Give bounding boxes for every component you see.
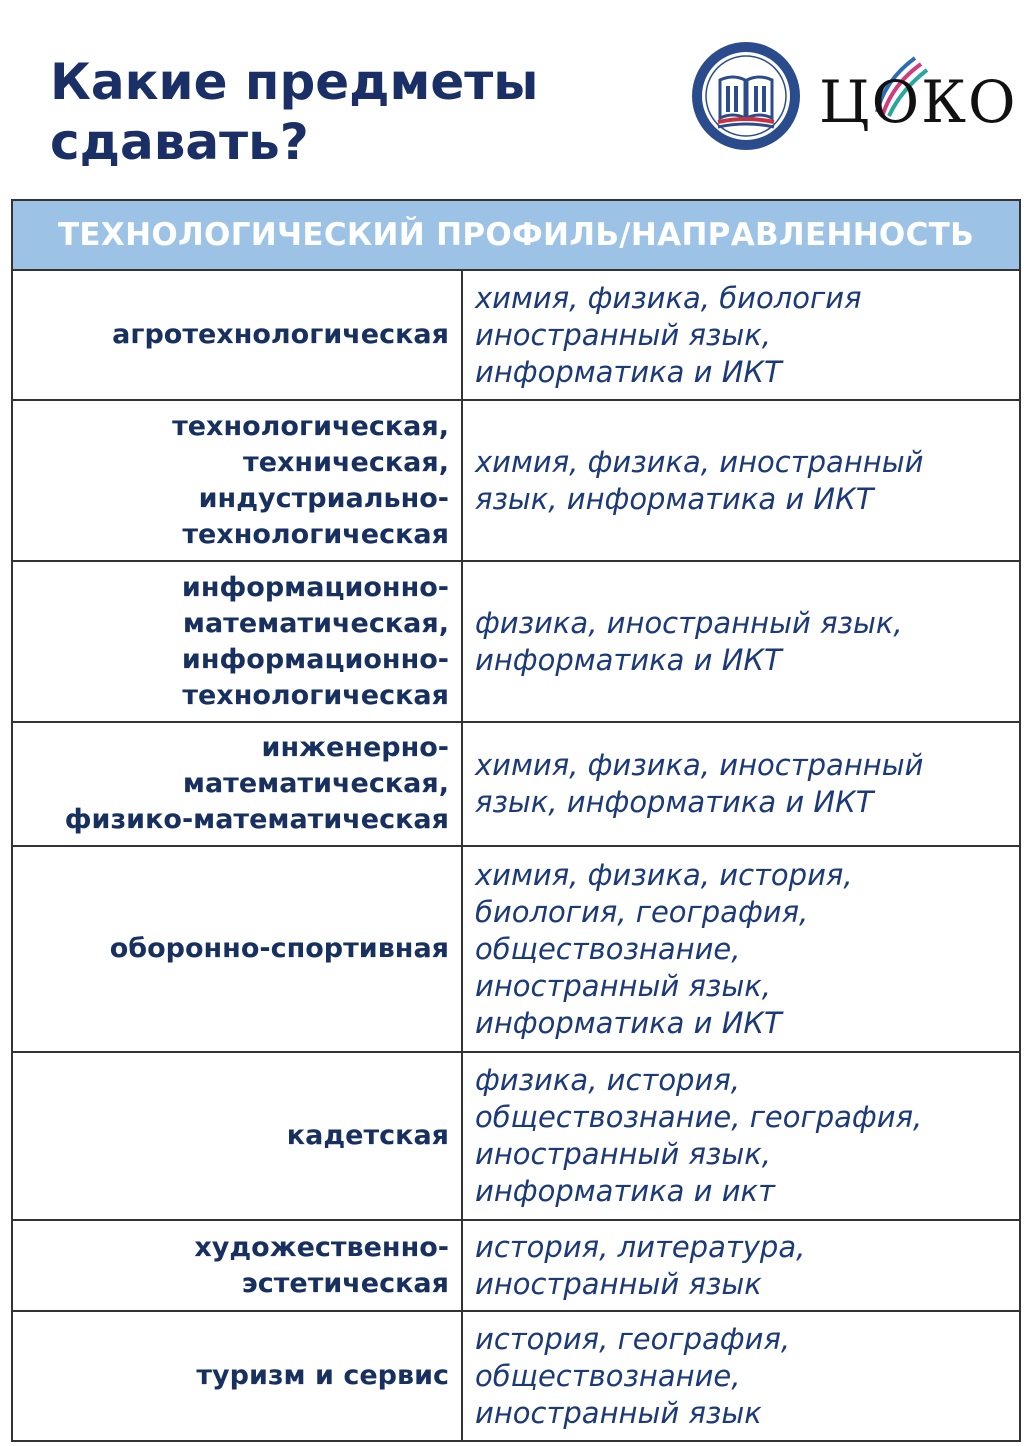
coko-logo-text: ЦОКО xyxy=(819,68,1018,136)
subjects-line: химия, физика, биология xyxy=(475,280,862,315)
profile-line: техническая, xyxy=(243,446,449,478)
profile-cell xyxy=(13,562,463,721)
table-header: ТЕХНОЛОГИЧЕСКИЙ ПРОФИЛЬ/НАПРАВЛЕННОСТЬ xyxy=(13,201,1019,271)
profile-line: кадетская xyxy=(286,1120,449,1151)
profile-cell xyxy=(13,401,463,560)
subjects-line: язык, информатика и ИКТ xyxy=(475,481,874,516)
subjects-line: информатика и икт xyxy=(475,1174,775,1208)
subjects-line: история, география, xyxy=(475,1321,791,1356)
profile-line: оборонно-спортивная xyxy=(109,933,449,964)
ministry-logo xyxy=(690,40,802,152)
profile-line: математическая, xyxy=(182,768,449,799)
subjects-line: обществознание, xyxy=(475,931,741,966)
profile-line: математическая, xyxy=(182,607,449,639)
subjects-line: информатика и ИКТ xyxy=(475,354,782,389)
subjects-line: химия, физика, иностранный xyxy=(475,748,924,782)
page-title-line: сдавать? xyxy=(50,113,309,171)
subjects-cell xyxy=(463,723,1019,845)
profile-line: физико-математическая xyxy=(64,804,449,835)
subjects-cell xyxy=(463,562,1019,721)
profile-cell xyxy=(13,1053,463,1219)
table-row xyxy=(13,1053,1019,1221)
subjects-line: обществознание, география, xyxy=(475,1100,923,1134)
table-row xyxy=(13,271,1019,401)
subjects-table xyxy=(11,199,1021,1442)
profile-line: технологическая xyxy=(182,679,449,711)
subjects-cell xyxy=(463,1312,1019,1440)
profile-line: технологическая xyxy=(182,518,449,550)
subjects-cell xyxy=(463,401,1019,560)
subjects-line: язык, информатика и ИКТ xyxy=(475,785,874,819)
subjects-line: иностранный язык xyxy=(475,1266,762,1301)
page-title-line: Какие предметы xyxy=(50,53,539,111)
table-row xyxy=(13,723,1019,847)
profile-line: агротехнологическая xyxy=(112,319,449,350)
profile-line: индустриально- xyxy=(198,482,449,514)
table-row xyxy=(13,1312,1019,1440)
page-title xyxy=(50,52,539,172)
subjects-line: физика, история, xyxy=(475,1063,740,1097)
subjects-cell xyxy=(463,1221,1019,1310)
profile-line: туризм и сервис xyxy=(196,1360,449,1391)
table-row xyxy=(13,847,1019,1053)
table-row xyxy=(13,401,1019,562)
subjects-cell xyxy=(463,271,1019,399)
subjects-cell xyxy=(463,1053,1019,1219)
profile-line: художественно- xyxy=(194,1231,449,1263)
profile-line: технологическая, xyxy=(172,410,449,442)
table-row xyxy=(13,1221,1019,1312)
subjects-line: физика, иностранный язык, xyxy=(475,605,903,640)
profile-cell xyxy=(13,847,463,1051)
profile-cell xyxy=(13,1312,463,1440)
subjects-cell xyxy=(463,847,1019,1051)
profile-line: эстетическая xyxy=(241,1267,449,1299)
subjects-line: химия, физика, иностранный xyxy=(475,444,924,479)
subjects-line: история, литература, xyxy=(475,1229,806,1264)
subjects-line: биология, география, xyxy=(475,894,809,929)
profile-cell xyxy=(13,1221,463,1310)
subjects-line: иностранный язык, xyxy=(475,317,771,352)
subjects-line: химия, физика, история, xyxy=(475,857,853,892)
table-row xyxy=(13,562,1019,723)
subjects-line: обществознание, xyxy=(475,1358,741,1393)
profile-cell xyxy=(13,271,463,399)
subjects-line: иностранный язык xyxy=(475,1395,762,1430)
subjects-line: информатика и ИКТ xyxy=(475,642,782,677)
subjects-line: иностранный язык, xyxy=(475,968,771,1003)
profile-line: информационно- xyxy=(181,571,449,603)
profile-line: информационно- xyxy=(181,643,449,675)
subjects-line: иностранный язык, xyxy=(475,1137,771,1171)
subjects-line: информатика и ИКТ xyxy=(475,1005,782,1040)
profile-cell xyxy=(13,723,463,845)
profile-line: инженерно- xyxy=(261,732,449,763)
coko-logo xyxy=(815,40,1018,140)
